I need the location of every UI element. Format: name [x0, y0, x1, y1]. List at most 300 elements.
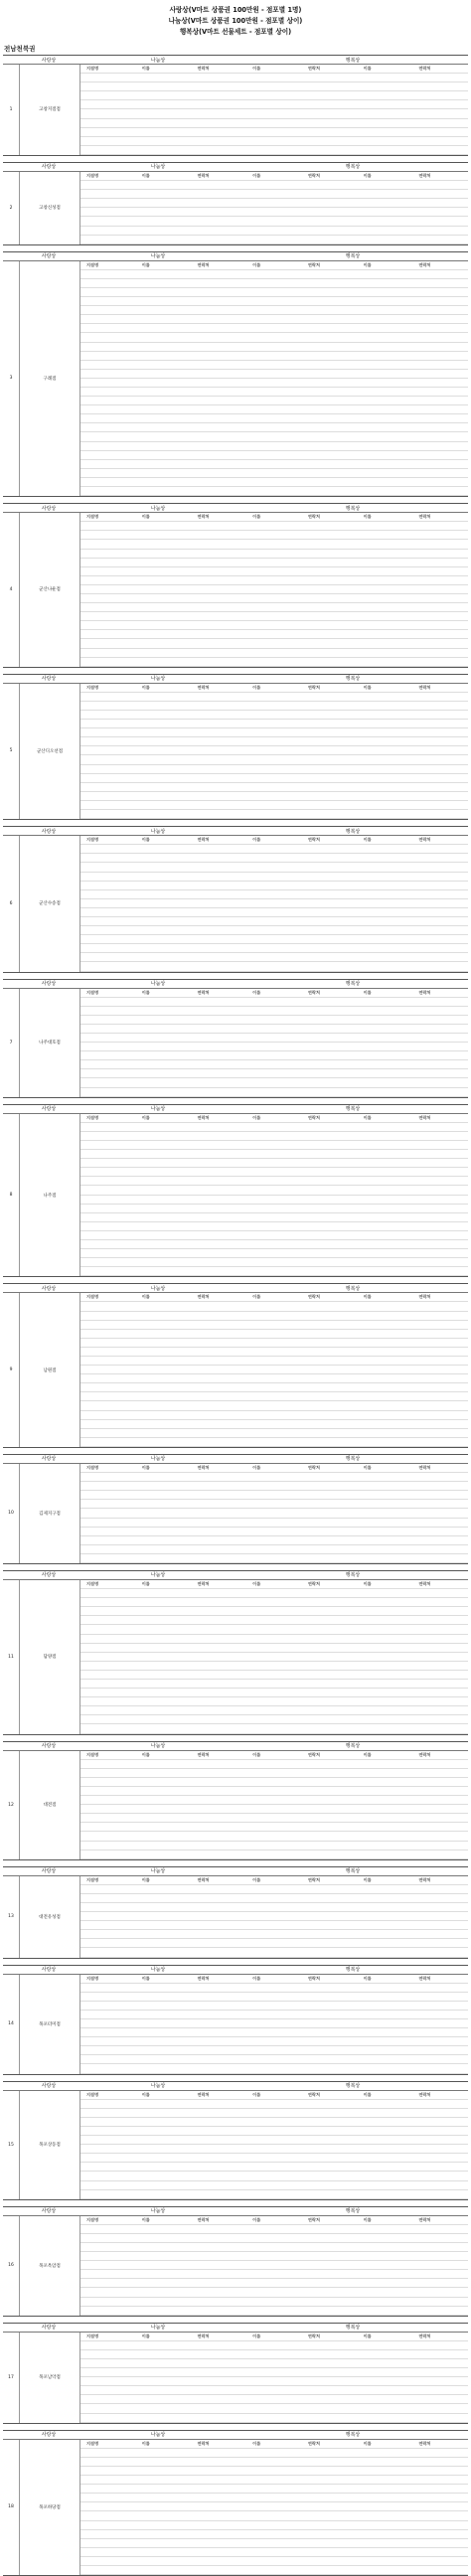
table-cell — [191, 2350, 246, 2358]
table-cell — [302, 1598, 358, 1606]
table-cell — [412, 746, 468, 754]
table-row — [80, 2341, 468, 2350]
table-cell — [302, 917, 358, 925]
block-number: 10 — [3, 1464, 20, 1563]
table-cell — [191, 1885, 246, 1893]
table-cell — [191, 2458, 246, 2466]
table-cell — [136, 1832, 192, 1840]
table-cell — [302, 2046, 358, 2054]
table-cell — [136, 1500, 192, 1508]
table-cell — [302, 119, 358, 127]
table-cell — [136, 1724, 192, 1732]
table-cell — [302, 1088, 358, 1096]
table-cell — [302, 863, 358, 871]
table-cell — [358, 1519, 413, 1527]
table-cell — [412, 2449, 468, 2457]
table-cell — [412, 873, 468, 881]
table-cell — [191, 1894, 246, 1902]
table-cell — [191, 1302, 246, 1310]
table-cell — [412, 1168, 468, 1176]
table-cell — [358, 1177, 413, 1185]
table-cell — [246, 2234, 302, 2242]
table-cell — [80, 1078, 136, 1086]
table-cell — [302, 658, 358, 666]
table-row — [80, 1312, 468, 1321]
table-cell — [412, 82, 468, 90]
table-cell — [136, 1823, 192, 1831]
column-header: 이름 — [141, 514, 150, 520]
table-cell — [136, 82, 192, 90]
table-cell — [246, 1357, 302, 1365]
table-cell — [136, 1213, 192, 1221]
table-cell — [358, 2395, 413, 2403]
table-cell — [358, 1357, 413, 1365]
table-cell — [358, 1805, 413, 1813]
table-cell — [302, 1787, 358, 1795]
table-cell — [191, 1213, 246, 1221]
table-cell — [136, 1007, 192, 1015]
table-cell — [302, 2566, 358, 2574]
table-cell — [412, 531, 468, 539]
table-cell — [358, 1473, 413, 1481]
table-cell — [191, 2530, 246, 2538]
table-cell — [136, 765, 192, 773]
table-cell — [302, 935, 358, 943]
table-cell — [136, 352, 192, 360]
table-cell — [80, 1043, 136, 1050]
table-cell — [136, 1625, 192, 1633]
table-row — [80, 2181, 468, 2190]
table-row — [80, 728, 468, 737]
table-cell — [302, 612, 358, 620]
table-row — [80, 2100, 468, 2109]
table-cell — [191, 2476, 246, 2484]
block-number: 16 — [3, 2216, 20, 2316]
table-row — [80, 2234, 468, 2243]
table-cell — [80, 119, 136, 127]
table-cell — [191, 935, 246, 943]
table-cell — [136, 1420, 192, 1428]
table-cell — [246, 755, 302, 763]
winner-blocks — [0, 55, 471, 2576]
table-cell — [358, 935, 413, 943]
table-cell — [358, 2243, 413, 2251]
table-cell — [191, 2100, 246, 2108]
table-cell — [412, 935, 468, 943]
table-cell — [412, 2341, 468, 2349]
column-header: 지점명 — [86, 1580, 99, 1586]
column-header: 연락처 — [418, 2216, 431, 2222]
table-cell — [302, 1043, 358, 1050]
table-row — [80, 1528, 468, 1536]
table-row — [80, 1168, 468, 1177]
table-cell — [136, 1366, 192, 1373]
table-cell — [246, 2530, 302, 2538]
table-cell — [136, 1168, 192, 1176]
winner-rows — [80, 2333, 468, 2423]
table-cell — [136, 998, 192, 1006]
table-cell — [412, 2019, 468, 2027]
table-cell — [191, 1357, 246, 1365]
table-cell — [136, 658, 192, 666]
table-cell — [191, 882, 246, 889]
table-cell — [412, 119, 468, 127]
table-cell — [191, 1205, 246, 1212]
column-header: 지점명 — [86, 66, 99, 71]
table-cell — [191, 2521, 246, 2529]
table-cell — [302, 2288, 358, 2296]
table-cell — [80, 2225, 136, 2233]
table-cell — [191, 1267, 246, 1275]
table-cell — [412, 1644, 468, 1652]
table-cell — [302, 2270, 358, 2278]
store-block — [3, 1104, 468, 1278]
table-cell — [358, 693, 413, 701]
table-cell — [80, 1025, 136, 1033]
table-cell — [136, 1842, 192, 1850]
table-cell — [302, 2261, 358, 2269]
haengbok-header: 행복상 — [345, 2208, 361, 2215]
column-header: 이름 — [363, 837, 372, 843]
store-name: 목포남악점 — [20, 2333, 80, 2423]
table-cell — [136, 612, 192, 620]
table-cell — [246, 2368, 302, 2376]
table-row — [80, 1302, 468, 1311]
table-cell — [191, 2064, 246, 2072]
table-cell — [358, 953, 413, 961]
table-cell — [191, 397, 246, 404]
table-cell — [358, 1921, 413, 1929]
table-cell — [191, 442, 246, 450]
table-cell — [412, 442, 468, 450]
winner-rows — [80, 1114, 468, 1277]
table-cell — [412, 1231, 468, 1239]
column-header-row — [80, 836, 468, 845]
table-cell — [412, 1088, 468, 1096]
table-cell — [80, 1339, 136, 1347]
table-cell — [412, 2386, 468, 2394]
table-row — [80, 1851, 468, 1859]
table-cell — [80, 1787, 136, 1795]
table-cell — [191, 765, 246, 773]
table-cell — [80, 270, 136, 278]
table-row — [80, 397, 468, 405]
table-cell — [191, 2386, 246, 2394]
table-cell — [412, 522, 468, 530]
table-cell — [80, 1186, 136, 1194]
table-row — [80, 1016, 468, 1025]
table-cell — [136, 199, 192, 207]
table-cell — [191, 2019, 246, 2027]
table-cell — [302, 2127, 358, 2135]
table-cell — [80, 1778, 136, 1786]
table-cell — [191, 288, 246, 296]
table-cell — [358, 1823, 413, 1831]
table-row — [80, 82, 468, 91]
table-cell — [358, 1069, 413, 1077]
table-cell — [80, 863, 136, 871]
table-cell — [412, 1842, 468, 1850]
table-cell — [80, 1724, 136, 1732]
table-cell — [246, 2288, 302, 2296]
table-row — [80, 1258, 468, 1267]
table-cell — [80, 792, 136, 800]
table-cell — [246, 2225, 302, 2233]
table-cell — [80, 2307, 136, 2315]
table-cell — [246, 91, 302, 99]
table-cell — [80, 1383, 136, 1391]
column-header: 연락처 — [307, 2333, 321, 2338]
table-row — [80, 217, 468, 226]
table-cell — [412, 2145, 468, 2153]
column-header: 연락처 — [307, 2091, 321, 2097]
table-row — [80, 333, 468, 342]
table-cell — [136, 2288, 192, 2296]
store-block — [3, 674, 468, 820]
column-header: 이름 — [141, 2216, 150, 2222]
table-cell — [246, 1545, 302, 1553]
table-cell — [412, 2368, 468, 2376]
table-cell — [80, 783, 136, 791]
table-cell — [412, 728, 468, 736]
column-header-row — [80, 172, 468, 181]
table-cell — [302, 1554, 358, 1562]
table-cell — [191, 926, 246, 934]
table-cell — [246, 119, 302, 127]
table-cell — [136, 333, 192, 341]
table-cell — [136, 2350, 192, 2358]
table-cell — [136, 1689, 192, 1696]
table-cell — [246, 1078, 302, 1086]
table-cell — [412, 2395, 468, 2403]
table-row — [80, 1536, 468, 1545]
table-cell — [246, 1823, 302, 1831]
table-cell — [80, 1411, 136, 1419]
table-cell — [80, 2145, 136, 2153]
table-row — [80, 1921, 468, 1930]
table-cell — [246, 1912, 302, 1920]
table-cell — [412, 352, 468, 360]
table-row — [80, 379, 468, 388]
table-cell — [191, 2011, 246, 2018]
table-cell — [412, 1706, 468, 1714]
table-row — [80, 962, 468, 971]
table-cell — [191, 128, 246, 136]
table-cell — [412, 2404, 468, 2412]
table-cell — [358, 2252, 413, 2260]
table-cell — [412, 567, 468, 575]
table-cell — [302, 1851, 358, 1858]
table-cell — [412, 998, 468, 1006]
table-row — [80, 755, 468, 764]
table-row — [80, 746, 468, 755]
table-cell — [80, 1653, 136, 1661]
table-cell — [358, 100, 413, 108]
store-name: 고창지점점 — [20, 65, 80, 155]
table-cell — [191, 720, 246, 727]
block-number: 14 — [3, 1975, 20, 2074]
table-cell — [302, 2341, 358, 2349]
table-cell — [80, 1088, 136, 1096]
winner-rows — [80, 1876, 468, 1958]
table-cell — [302, 810, 358, 818]
table-cell — [302, 1025, 358, 1033]
table-cell — [136, 1240, 192, 1248]
table-cell — [80, 2190, 136, 2198]
table-cell — [302, 343, 358, 351]
table-cell — [302, 487, 358, 495]
table-cell — [358, 1644, 413, 1652]
table-cell — [302, 1383, 358, 1391]
table-row — [80, 2055, 468, 2064]
table-cell — [246, 2172, 302, 2179]
table-cell — [191, 236, 246, 243]
table-cell — [358, 1060, 413, 1068]
table-cell — [191, 728, 246, 736]
table-cell — [358, 190, 413, 198]
table-cell — [136, 2404, 192, 2412]
table-cell — [191, 2494, 246, 2501]
table-cell — [412, 370, 468, 378]
table-cell — [136, 630, 192, 638]
table-cell — [412, 1680, 468, 1688]
table-cell — [246, 935, 302, 943]
store-block — [3, 503, 468, 668]
table-cell — [80, 1680, 136, 1688]
table-cell — [358, 432, 413, 440]
table-cell — [246, 1939, 302, 1947]
table-cell — [412, 899, 468, 907]
table-cell — [412, 1267, 468, 1275]
table-cell — [246, 109, 302, 117]
table-cell — [358, 1842, 413, 1850]
table-cell — [412, 1016, 468, 1024]
table-cell — [191, 2341, 246, 2349]
table-cell — [136, 1473, 192, 1481]
table-cell — [136, 2298, 192, 2306]
table-cell — [80, 2270, 136, 2278]
table-cell — [246, 1007, 302, 1015]
table-cell — [412, 1509, 468, 1517]
table-row — [80, 451, 468, 460]
column-header: 연락처 — [197, 1975, 210, 1981]
table-cell — [136, 2145, 192, 2153]
table-cell — [80, 1697, 136, 1705]
table-cell — [358, 91, 413, 99]
table-cell — [412, 801, 468, 809]
column-header: 이름 — [363, 989, 372, 995]
table-cell — [80, 1473, 136, 1481]
table-cell — [136, 487, 192, 495]
table-cell — [246, 405, 302, 413]
table-cell — [358, 2046, 413, 2054]
table-cell — [412, 190, 468, 198]
table-cell — [80, 1267, 136, 1275]
block-header — [3, 1454, 468, 1463]
table-row — [80, 1724, 468, 1733]
table-cell — [191, 2145, 246, 2153]
table-cell — [302, 82, 358, 90]
table-cell — [246, 2395, 302, 2403]
table-cell — [136, 469, 192, 477]
table-cell — [80, 2163, 136, 2171]
table-cell — [136, 460, 192, 468]
table-cell — [136, 567, 192, 575]
table-cell — [302, 1912, 358, 1920]
table-cell — [358, 649, 413, 657]
table-cell — [80, 469, 136, 477]
block-header — [3, 162, 468, 171]
table-row — [80, 1644, 468, 1653]
table-row — [80, 2109, 468, 2118]
table-cell — [358, 2539, 413, 2547]
table-cell — [358, 1392, 413, 1400]
table-cell — [246, 737, 302, 745]
table-cell — [136, 1078, 192, 1086]
table-cell — [302, 1321, 358, 1329]
table-cell — [80, 1321, 136, 1329]
table-row — [80, 1903, 468, 1912]
table-cell — [136, 2243, 192, 2251]
table-cell — [412, 1312, 468, 1320]
column-header: 이름 — [252, 2333, 261, 2338]
table-cell — [246, 2279, 302, 2287]
table-cell — [136, 1769, 192, 1777]
table-row — [80, 2557, 468, 2566]
table-cell — [191, 1016, 246, 1024]
table-cell — [246, 1769, 302, 1777]
table-cell — [136, 1805, 192, 1813]
table-cell — [412, 2288, 468, 2296]
table-cell — [80, 1312, 136, 1320]
table-cell — [302, 1616, 358, 1624]
table-cell — [80, 594, 136, 602]
column-header: 이름 — [363, 2333, 372, 2338]
table-cell — [302, 1689, 358, 1696]
table-cell — [412, 603, 468, 611]
table-cell — [80, 361, 136, 369]
table-cell — [412, 1894, 468, 1902]
table-cell — [412, 1885, 468, 1893]
table-row — [80, 1823, 468, 1832]
table-cell — [412, 100, 468, 108]
table-cell — [412, 1249, 468, 1257]
table-cell — [80, 227, 136, 235]
table-cell — [136, 370, 192, 378]
table-cell — [302, 2279, 358, 2287]
table-cell — [412, 333, 468, 341]
table-cell — [191, 137, 246, 145]
table-cell — [412, 1598, 468, 1606]
table-cell — [136, 1671, 192, 1679]
store-name: 목포옥암점 — [20, 2216, 80, 2316]
table-row — [80, 1635, 468, 1644]
table-cell — [136, 361, 192, 369]
table-cell — [302, 1150, 358, 1158]
table-row — [80, 1420, 468, 1429]
table-cell — [412, 1993, 468, 2001]
haengbok-header: 행복상 — [345, 981, 361, 988]
table-cell — [358, 74, 413, 81]
table-cell — [191, 2181, 246, 2189]
table-cell — [80, 128, 136, 136]
table-cell — [302, 137, 358, 145]
table-cell — [246, 1842, 302, 1850]
table-cell — [302, 2476, 358, 2484]
table-cell — [191, 2270, 246, 2278]
table-cell — [302, 1060, 358, 1068]
table-cell — [191, 2566, 246, 2574]
